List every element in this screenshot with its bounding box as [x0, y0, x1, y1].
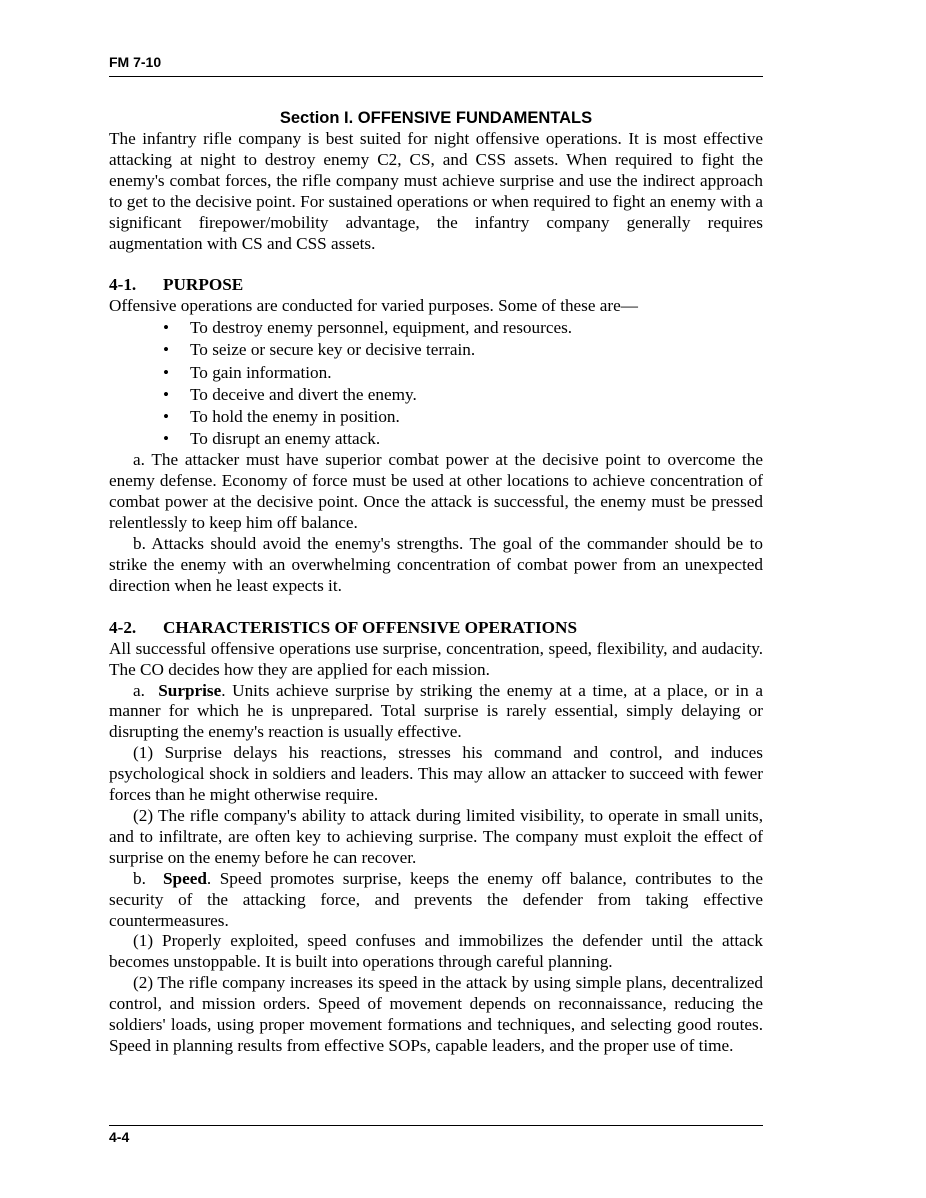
speed-subparagraph-1: (1) Properly exploited, speed confuses and immobilizes the defender until the attack becomes unstoppable. It is built into operations through careful planning.: [109, 931, 763, 972]
heading-title: PURPOSE: [163, 275, 244, 295]
page-number: 4-4: [109, 1129, 130, 1145]
surprise-paragraph: a. Surprise. Units achieve surprise by striking the enemy at a time, at a place, or in a manner for which he is unprepared. Total surprise is rarely essential, simply delaying or disrupting the enemy's reaction is usually effective.: [109, 680, 764, 742]
term-surprise: Surprise: [158, 680, 222, 700]
heading-number: 4-1.: [109, 275, 137, 295]
heading-number: 4-2.: [109, 617, 137, 637]
purpose-paragraph-b: b. Attacks should avoid the enemy's strengths. The goal of the commander should be to strike the enemy with an overwhelming concentration of combat power from an unexpected direction when he least expects it.: [109, 534, 763, 595]
paragraph-letter: b.: [133, 868, 146, 888]
bullet-item: • To gain information.: [109, 362, 763, 384]
page-body: [109, 108, 763, 1057]
header-rule: [109, 76, 763, 77]
purpose-intro: Offensive operations are conducted for varied purposes. Some of these are—: [109, 296, 638, 316]
heading-characteristics: [109, 618, 763, 639]
bullet-icon: •: [163, 362, 170, 382]
bullet-icon: •: [163, 384, 170, 404]
speed-subparagraph-2: (2) The rifle company increases its speed in the attack by using simple plans, decentralized control, and mission orders. Speed of movement depends on reconnaissance, reducing the soldiers' loads, using proper movement formations and techniques, and selecting good routes. Speed in planning results from effective SOPs, capable leaders, and the proper use of time.: [109, 973, 763, 1055]
section-intro-paragraph: The infantry rifle company is best suited for night offensive operations. It is most effective attacking at night to destroy enemy C2, CS, and CSS assets. When required to fight the enemy's combat forces, the rifle company must achieve surprise and use the indirect approach to get to the decisive point. For sustained operations or when required to fight an enemy with a significant firepower/mobility advantage, the infantry company generally requires augmentation with CS and CSS assets.: [109, 129, 763, 253]
bullet-item: • To destroy enemy personnel, equipment, and resources.: [109, 317, 763, 339]
surprise-subparagraph-2: (2) The rifle company's ability to attack during limited visibility, to operate in small units, and to infiltrate, are often key to achieving surprise. The company must exploit the effect of surprise on the enemy before he can recover.: [109, 805, 763, 867]
bullet-icon: •: [163, 429, 170, 449]
heading-purpose: [109, 275, 763, 296]
bullet-item: • To seize or secure key or decisive terrain.: [109, 339, 763, 361]
term-speed: Speed: [162, 868, 207, 888]
bullet-icon: •: [163, 318, 170, 338]
bullet-icon: •: [163, 407, 170, 427]
footer-rule: [109, 1125, 763, 1126]
surprise-subparagraph-1: (1) Surprise delays his reactions, stresses his command and control, and induces psychological shock in soldiers and leaders. This may allow an attacker to succeed with fewer forces than he might otherwise require.: [109, 743, 763, 805]
purpose-paragraph-a: a. The attacker must have superior combat power at the decisive point to overcome the enemy defense. Economy of force must be used at other locations to achieve concentration of combat power at the decisive point. Once the attack is successful, the enemy must be pressed relentlessly to keep him off balance.: [109, 450, 763, 533]
bullet-item: • To deceive and divert the enemy.: [109, 384, 763, 406]
bullet-item: • To disrupt an enemy attack.: [109, 428, 763, 450]
running-header: FM 7-10: [109, 54, 162, 70]
section-title: Section I. OFFENSIVE FUNDAMENTALS: [279, 109, 593, 127]
purpose-bullet-list: [109, 317, 763, 450]
characteristics-intro: All successful offensive operations use surprise, concentration, speed, flexibility, and audacity. The CO decides how they are applied for each mission.: [109, 638, 763, 679]
paragraph-letter: a.: [133, 680, 145, 700]
speed-paragraph: b. Speed. Speed promotes surprise, keeps the enemy off balance, contributes to the security of the attacking force, and prevents the defender from taking effective countermeasures.: [109, 868, 763, 930]
bullet-item: • To hold the enemy in position.: [109, 406, 763, 428]
heading-title: CHARACTERISTICS OF OFFENSIVE OPERATIONS: [163, 617, 578, 637]
bullet-icon: •: [163, 340, 170, 360]
